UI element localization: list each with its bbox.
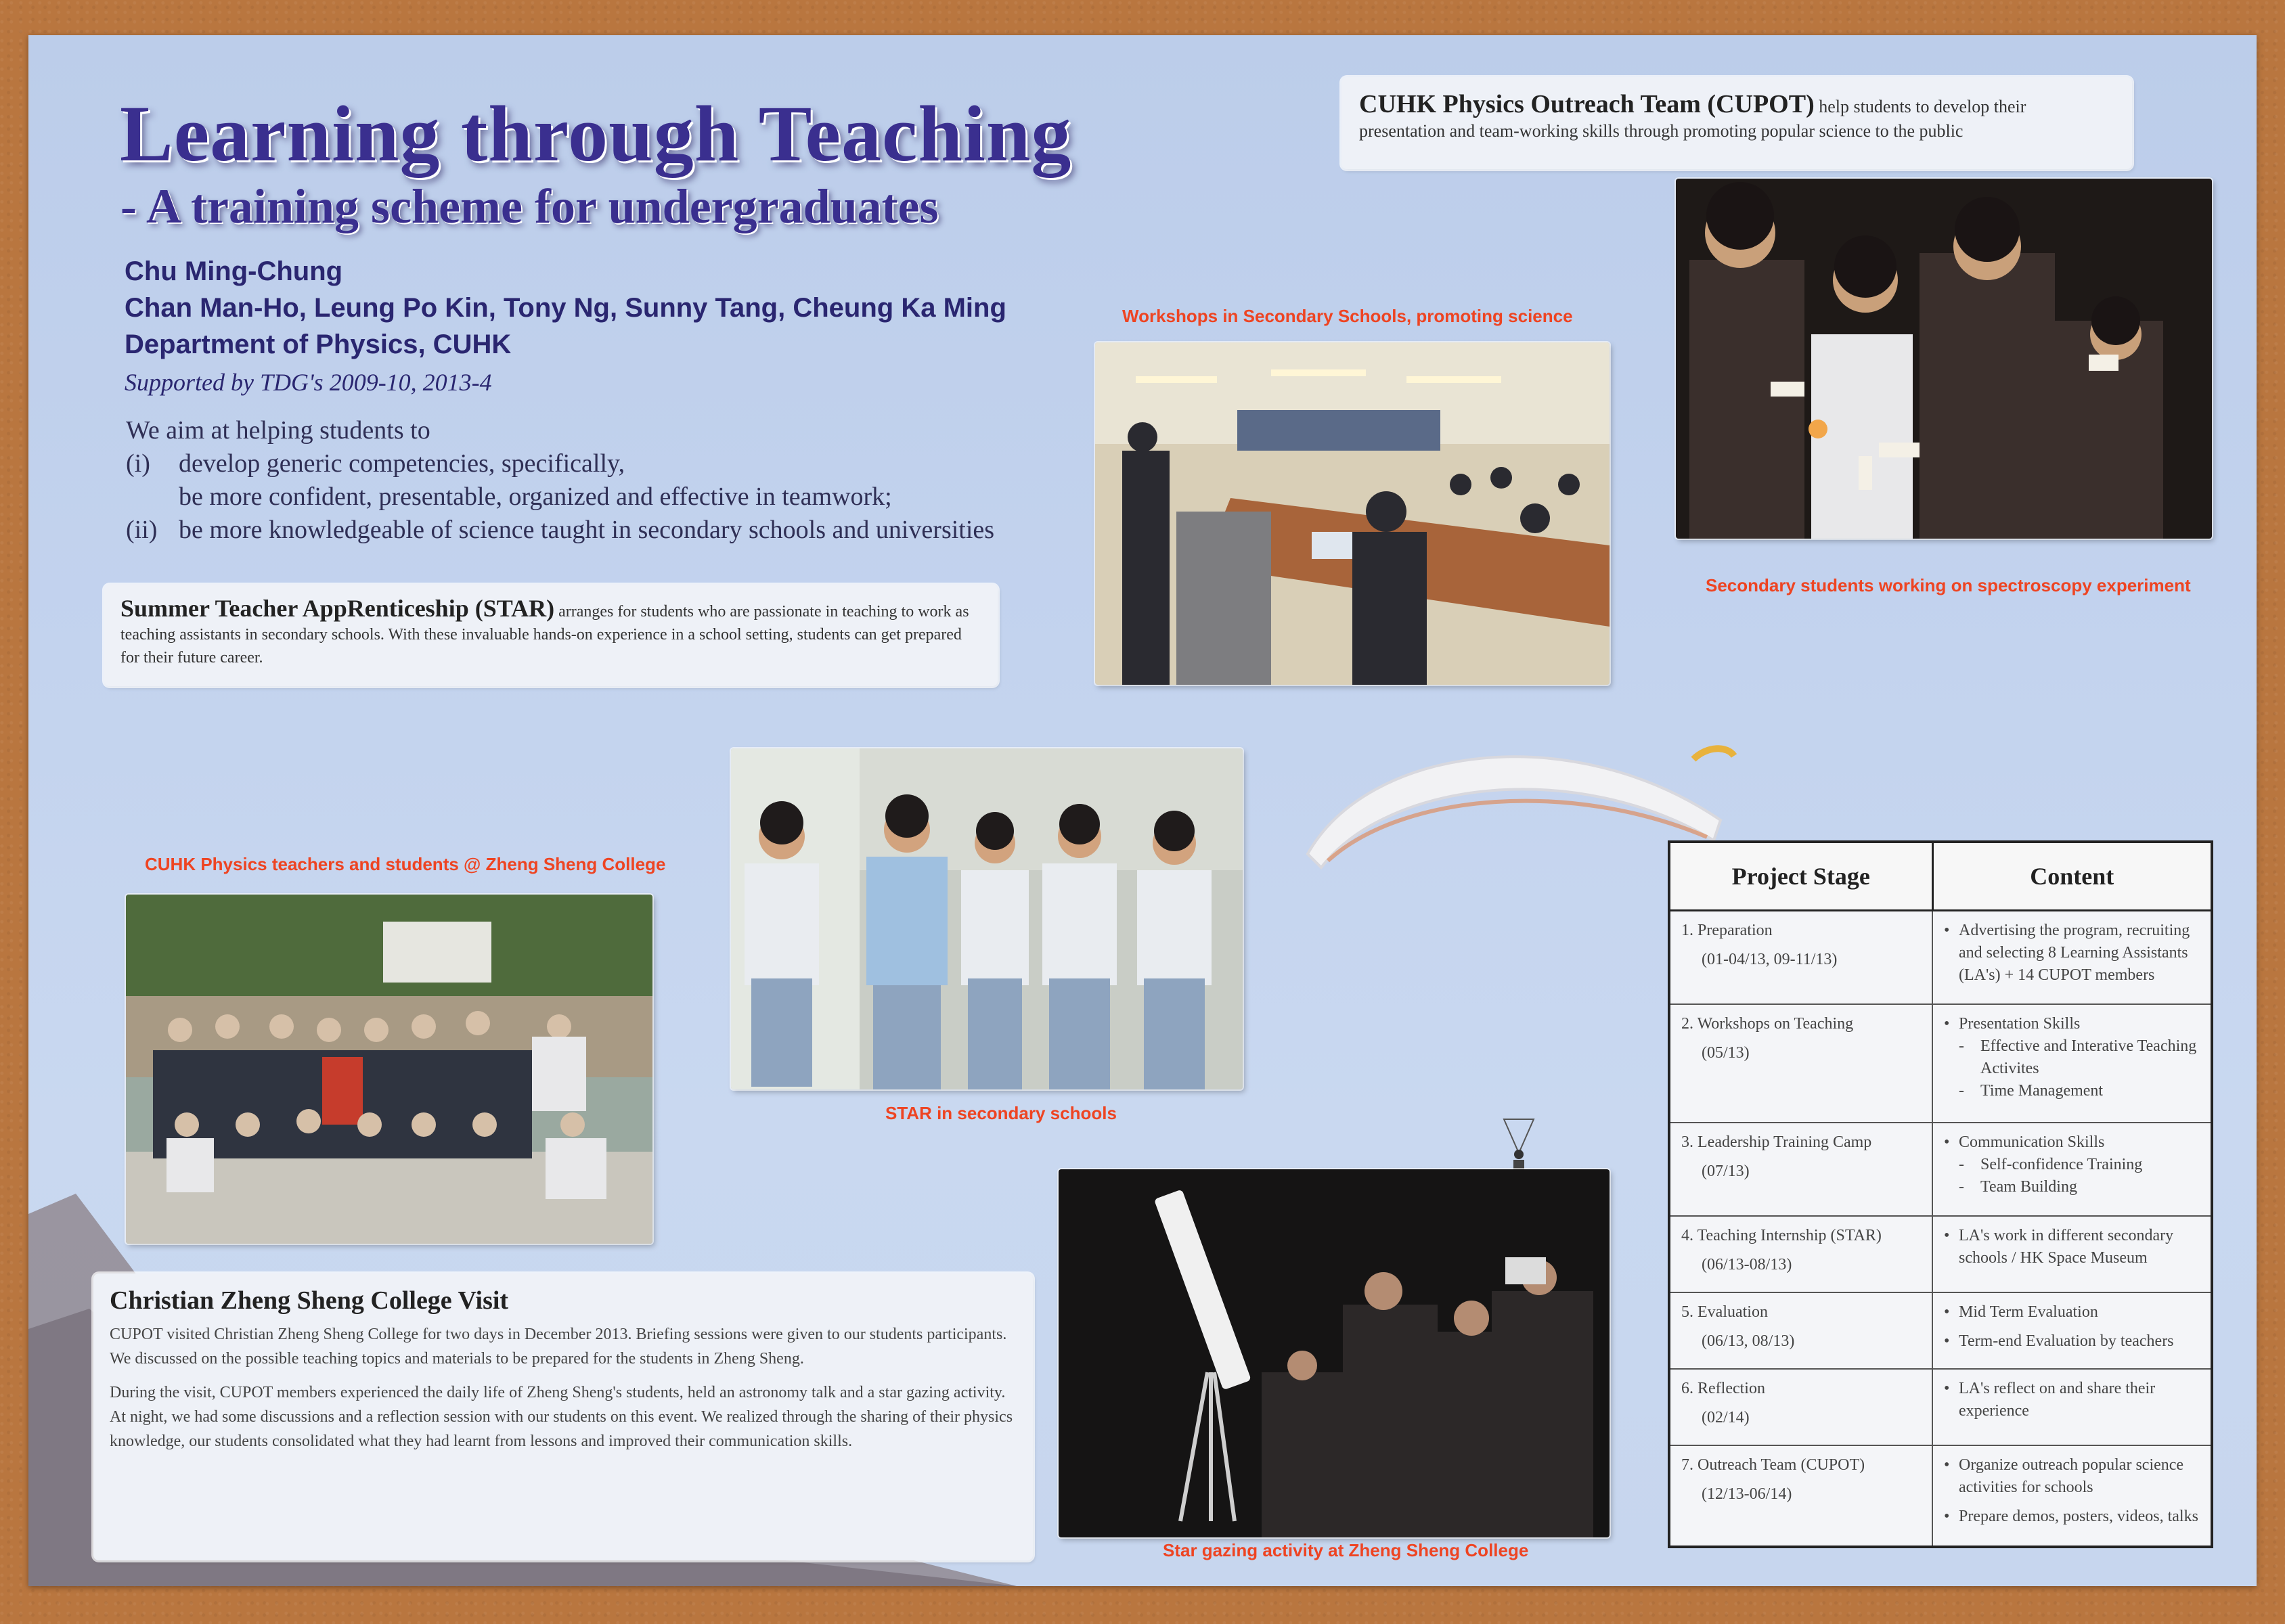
table-row: 3. Leadership Training Camp (07/13) • Communication Skills - Self-confidence Training - Team Building (1669, 1123, 2212, 1216)
stage-dates: (02/14) (1702, 1408, 1750, 1426)
table-row: 7. Outreach Team (CUPOT) (12/13-06/14) • Organize outreach popular science activities for schools • Prepare demos, posters, videos, talks (1669, 1445, 2212, 1547)
visit-description-box (93, 1273, 1033, 1560)
poster (28, 35, 2257, 1586)
stage-dates: (01-04/13, 09-11/13) (1702, 951, 1838, 968)
stage-name: 7. Outreach Team (CUPOT) (1681, 1456, 1865, 1474)
table-row: 6. Reflection (02/14) • LA's reflect on and share their experience (1669, 1369, 2212, 1445)
stage-name: 6. Reflection (1681, 1379, 1765, 1397)
cupot-description-box (1341, 77, 2132, 169)
caption-college: CUHK Physics teachers and students @ Zheng Sheng College (145, 854, 666, 874)
caption-spectroscopy: Secondary students working on spectroscopy experiment (1706, 575, 2191, 595)
content-bullet: Organize outreach popular science activities for schools (1959, 1456, 2184, 1496)
star-text: arranges for students who are passionate in teaching to work as teaching assistants in secondary schools. With these invaluable hands-on experience in a school setting, students can get prepared for their future career. (120, 603, 969, 667)
content-subitem: Time Management (1980, 1082, 2104, 1100)
table-row: 4. Teaching Internship (STAR) (06/13-08/13) • LA's work in different secondary schools / HK Space Museum (1669, 1216, 2212, 1292)
aim-item: (ii) be more knowledgeable of science taught in secondary schools and universities (126, 516, 995, 544)
photo-star-gazing (1059, 1169, 1610, 1537)
content-bullet: Term-end Evaluation by teachers (1959, 1332, 2174, 1350)
photo-star-students (731, 748, 1243, 1089)
stage-name: 1. Preparation (1681, 922, 1773, 939)
content-bullet: Communication Skills (1959, 1133, 2105, 1151)
cupot-text: help students to develop their presentation and team-working skills through promoting popular science to the public (1359, 97, 2026, 141)
star-description-box (104, 585, 998, 686)
content-bullet: Presentation Skills (1959, 1015, 2081, 1033)
stage-dates: (06/13-08/13) (1702, 1256, 1792, 1274)
table-row: 5. Evaluation (06/13, 08/13) • Mid Term Evaluation • Term-end Evaluation by teachers (1669, 1292, 2212, 1369)
department: Department of Physics, CUHK (125, 330, 512, 359)
content-bullet: Prepare demos, posters, videos, talks (1959, 1507, 2198, 1525)
column-header-content: Content (1932, 842, 2212, 911)
photo-spectroscopy-experiment (1676, 179, 2212, 539)
photo-workshop-classroom (1095, 342, 1610, 685)
caption-workshops: Workshops in Secondary Schools, promoting science (1122, 306, 1573, 326)
visit-paragraph: During the visit, CUPOT members experienced the daily life of Zheng Sheng's students, held an astronomy talk and a star gazing activity. At night, we had some discussions and a reflection session with our students on this event. We realized through the sharing of their physics knowledge, our students consolidated what they had learnt from lessons and improved their communication skills. (110, 1384, 1013, 1450)
content-bullet: Mid Term Evaluation (1959, 1303, 2098, 1321)
aims-list (126, 414, 994, 547)
stage-dates: (06/13, 08/13) (1702, 1332, 1795, 1350)
co-authors: Chan Man-Ho, Leung Po Kin, Tony Ng, Sunny Tang, Cheung Ka Ming (125, 293, 1006, 323)
column-header-stage: Project Stage (1669, 842, 1932, 911)
visit-heading: Christian Zheng Sheng College Visit (110, 1286, 509, 1315)
poster-title: Learning through Teaching (120, 89, 1072, 178)
authors-block (125, 253, 1006, 363)
aims-intro: We aim at helping students to (126, 416, 430, 445)
stage-name: 4. Teaching Internship (STAR) (1681, 1227, 1882, 1245)
content-bullet: LA's work in different secondary schools / HK Space Museum (1959, 1227, 2174, 1267)
project-stage-table (1668, 840, 2213, 1548)
stage-name: 3. Leadership Training Camp (1681, 1133, 1872, 1151)
photo-college-group (126, 895, 652, 1244)
content-bullet: Advertising the program, recruiting and selecting 8 Learning Assistants (LA's) + 14 CUPOT members (1959, 922, 2190, 984)
caption-star-schools: STAR in secondary schools (885, 1103, 1117, 1123)
stage-name: 5. Evaluation (1681, 1303, 1768, 1321)
table-row: 1. Preparation (01-04/13, 09-11/13) • Advertising the program, recruiting and selecting 8 Learning Assistants (LA's) + 14 CUPOT members (1669, 911, 2212, 1005)
lead-author: Chu Ming-Chung (125, 256, 343, 286)
content-subitem: Team Building (1980, 1177, 2077, 1196)
star-heading: Summer Teacher AppRenticeship (STAR) (120, 595, 555, 622)
stage-dates: (12/13-06/14) (1702, 1485, 1792, 1503)
content-subitem: Self-confidence Training (1980, 1155, 2143, 1173)
visit-paragraph: CUPOT visited Christian Zheng Sheng College for two days in December 2013. Briefing sessions were given to our students participants. We discussed on the possible teaching topics and materials to be prepared for the students in Zheng Sheng. (110, 1326, 1007, 1368)
poster-subtitle: - A training scheme for undergraduates (120, 179, 939, 233)
content-subitem: Effective and Interative Teaching Activites (1980, 1037, 2197, 1078)
caption-stargazing: Star gazing activity at Zheng Sheng College (1163, 1540, 1529, 1560)
table-row: 2. Workshops on Teaching (05/13) • Presentation Skills - Effective and Interative Teaching Activites - Time Management (1669, 1004, 2212, 1123)
stage-name: 2. Workshops on Teaching (1681, 1015, 1854, 1033)
aim-item: (i) develop generic competencies, specifically, be more confident, presentable, organized and effective in teamwork; (126, 449, 892, 511)
stage-dates: (07/13) (1702, 1162, 1750, 1180)
funding-note: Supported by TDG's 2009-10, 2013-4 (125, 369, 492, 396)
cupot-heading: CUHK Physics Outreach Team (CUPOT) (1359, 90, 1815, 118)
content-bullet: LA's reflect on and share their experience (1959, 1379, 2156, 1420)
stage-dates: (05/13) (1702, 1044, 1750, 1062)
